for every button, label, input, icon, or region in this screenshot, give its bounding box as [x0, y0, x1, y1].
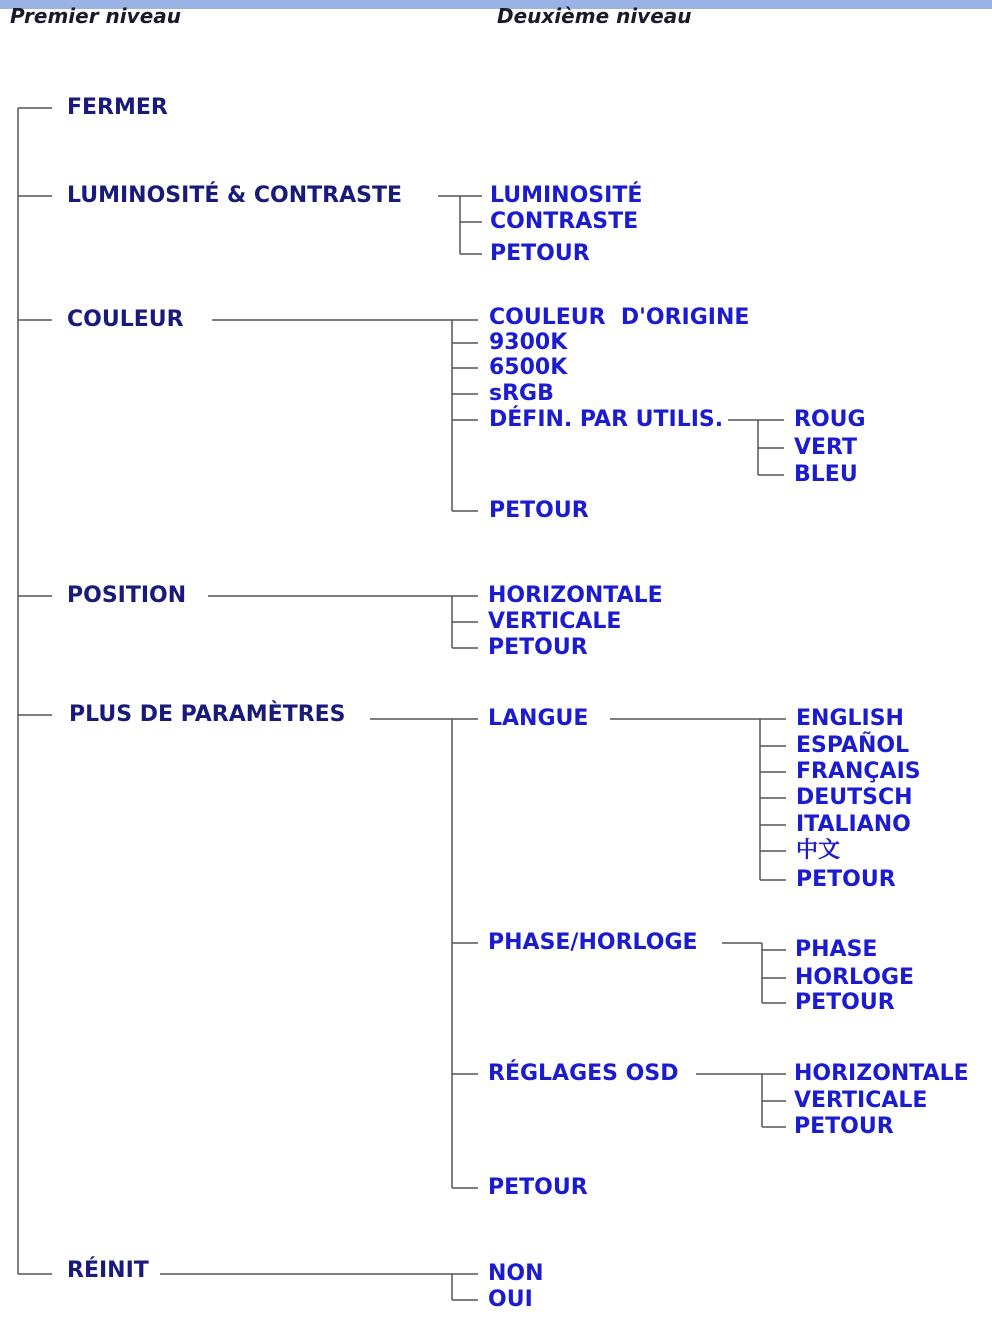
menu-plus-parametres: PLUS DE PARAMÈTRES	[69, 702, 346, 727]
sub-position-petour: PETOUR	[488, 635, 588, 660]
sub-contraste: CONTRASTE	[490, 209, 639, 234]
lang-chinese: 中文	[796, 838, 841, 863]
sub-plus-petour: PETOUR	[488, 1175, 588, 1200]
menu-fermer: FERMER	[67, 95, 168, 120]
menu-position: POSITION	[67, 583, 187, 608]
sub-9300k: 9300K	[489, 330, 568, 355]
lang-petour: PETOUR	[796, 867, 896, 892]
lang-francais: FRANÇAIS	[796, 759, 921, 784]
sub-langue: LANGUE	[488, 706, 589, 731]
menu-couleur: COULEUR	[67, 307, 184, 332]
sub-position-horizontale: HORIZONTALE	[488, 583, 663, 608]
sub-osd-horizontale: HORIZONTALE	[794, 1061, 969, 1086]
lang-deutsch: DEUTSCH	[796, 785, 913, 810]
lang-espanol: ESPAÑOL	[796, 733, 910, 758]
header-second-level: Deuxième niveau	[497, 4, 692, 28]
sub-6500k: 6500K	[489, 355, 568, 380]
sub-bleu: BLEU	[794, 462, 858, 487]
menu-reinit: RÉINIT	[67, 1258, 149, 1283]
sub-roug: ROUG	[794, 407, 866, 432]
sub-phase: PHASE	[795, 937, 878, 962]
header-first-level: Premier niveau	[10, 4, 181, 28]
sub-couleur-petour: PETOUR	[489, 498, 589, 523]
menu-luminosite-contraste: LUMINOSITÉ & CONTRASTE	[67, 183, 402, 208]
sub-oui: OUI	[488, 1287, 533, 1312]
sub-osd-verticale: VERTICALE	[794, 1088, 928, 1113]
sub-phase-petour: PETOUR	[795, 990, 895, 1015]
sub-defin-par-utilis: DÉFIN. PAR UTILIS.	[489, 407, 724, 432]
sub-vert: VERT	[794, 435, 858, 460]
sub-position-verticale: VERTICALE	[488, 609, 622, 634]
sub-luminosite: LUMINOSITÉ	[490, 183, 643, 208]
sub-horloge: HORLOGE	[795, 965, 915, 990]
sub-couleur-origine: COULEUR D'ORIGINE	[489, 305, 750, 330]
sub-srgb: sRGB	[489, 381, 554, 406]
sub-osd-petour: PETOUR	[794, 1114, 894, 1139]
sub-non: NON	[488, 1261, 544, 1286]
lang-english: ENGLISH	[796, 706, 904, 731]
lang-italiano: ITALIANO	[796, 812, 911, 837]
sub-reglages-osd: RÉGLAGES OSD	[488, 1061, 679, 1086]
sub-phase-horloge: PHASE/HORLOGE	[488, 930, 698, 955]
sub-lum-petour: PETOUR	[490, 241, 590, 266]
